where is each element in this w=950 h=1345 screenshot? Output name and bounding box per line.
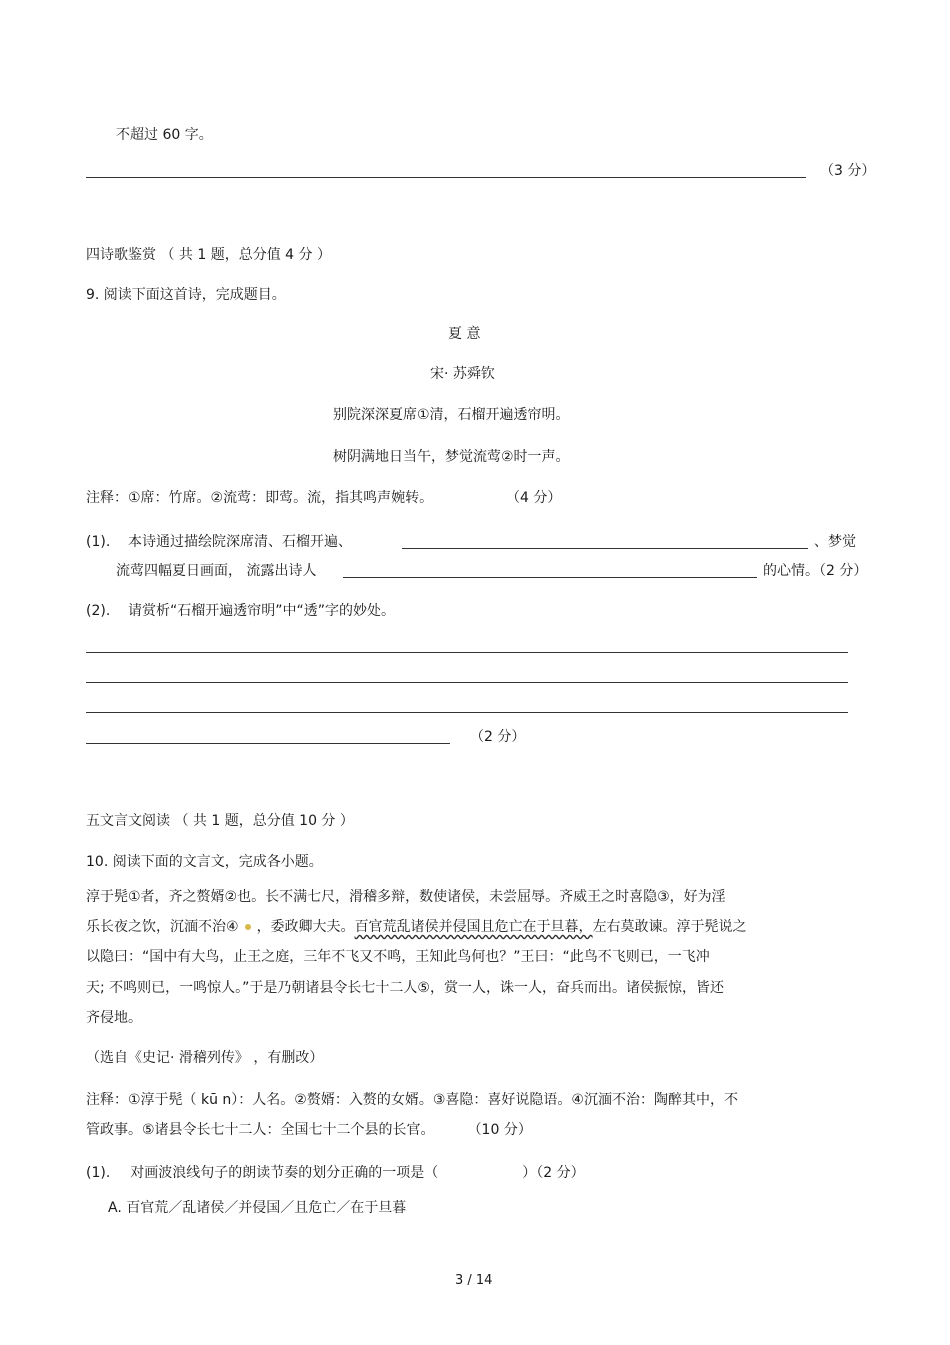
passage-line-2 bbox=[86, 918, 747, 936]
page-number: 3 / 14 bbox=[455, 1273, 493, 1288]
passage-line-2-end: 左右莫敢谏。淳于髡说之 bbox=[592, 919, 747, 935]
q9-sub2-answer-line-2[interactable] bbox=[86, 682, 848, 683]
q10-sub1-tail: ）（2 分） bbox=[522, 1165, 585, 1181]
q10-sub1-label: (1). bbox=[86, 1165, 111, 1181]
highlight-mark-icon bbox=[245, 924, 251, 930]
q10-sub1 bbox=[86, 1164, 585, 1182]
passage-line-5: 齐侵地。 bbox=[86, 1010, 142, 1026]
q10-intro: 10. 阅读下面的文言文，完成各小题。 bbox=[86, 854, 323, 870]
poem-author: 宋· 苏舜钦 bbox=[430, 366, 495, 382]
q9-intro: 9. 阅读下面这首诗，完成题目。 bbox=[86, 287, 286, 303]
q9-sub2-answer-line-3[interactable] bbox=[86, 712, 848, 713]
q9-sub2-text: 请赏析“石榴开遍透帘明”中“透”字的妙处。 bbox=[128, 603, 396, 619]
q8-score: （3 分） bbox=[820, 163, 876, 179]
passage-source: （选自《史记· 滑稽列传》 ，有删改） bbox=[86, 1050, 324, 1066]
poem-title: 夏 意 bbox=[448, 326, 481, 342]
passage-line-1: 淳于髡①者，齐之赘婿②也。长不满七尺，滑稽多辩，数使诸侯，未尝屈辱。齐威王之时喜隐③，好为淫 bbox=[86, 889, 726, 905]
q9-sub2-answer-line-4[interactable] bbox=[86, 743, 450, 744]
q9-sub2-label: (2). bbox=[86, 603, 111, 619]
q9-sub1-blank-1[interactable] bbox=[402, 548, 808, 549]
passage-line-2-mid: ，委政卿大夫。 bbox=[256, 919, 355, 935]
poem-line-1: 别院深深夏席①清，石榴开遍透帘明。 bbox=[333, 407, 570, 423]
passage-line-2-start: 乐长夜之饮，沉湎不治④ bbox=[86, 919, 239, 935]
q10-sub1-text: 对画波浪线句子的朗读节奏的划分正确的一项是（ bbox=[130, 1165, 439, 1181]
q10-notes-line-1: 注释：①淳于髡（ kū n）：人名。②赘婿：入赘的女婿。③喜隐：喜好说隐语。④沉湎不治：陶醉其中，不 bbox=[86, 1092, 738, 1108]
q9-sub2-score: （2 分） bbox=[470, 729, 526, 745]
q9-sub1-text-b: 、梦觉 bbox=[814, 534, 856, 550]
q9-notes-score: （4 分） bbox=[506, 490, 562, 506]
q8-answer-line[interactable] bbox=[86, 177, 806, 178]
q9-sub2-answer-line-1[interactable] bbox=[86, 652, 848, 653]
q10-notes-line-2 bbox=[86, 1121, 532, 1139]
q9-sub1-text-c: 流莺四幅夏日画面， 流露出诗人 bbox=[116, 563, 317, 579]
q10-notes-score: （10 分） bbox=[474, 1122, 532, 1138]
q9-sub1-text-d: 的心情。（2 分） bbox=[763, 563, 868, 579]
q9-sub1-text-a: 本诗通过描绘院深席清、石榴开遍、 bbox=[128, 534, 352, 550]
q10-notes-line-2-text: 管政事。⑤诸县令长七十二人：全国七十二个县的长官。 bbox=[86, 1122, 435, 1138]
q8-word-limit: 不超过 60 字。 bbox=[116, 127, 213, 143]
section5-heading: 五文言文阅读 （ 共 1 题，总分值 10 分 ） bbox=[86, 813, 354, 829]
section4-heading: 四诗歌鉴赏 （ 共 1 题，总分值 4 分 ） bbox=[86, 247, 331, 263]
passage-line-3: 以隐曰：“国中有大鸟，止王之庭，三年不飞又不鸣，王知此鸟何也？”王曰：“此鸟不飞则已，一飞冲 bbox=[86, 949, 710, 965]
passage-line-4: 天; 不鸣则已，一鸣惊人。”于是乃朝诸县令长七十二人⑤，赏一人，诛一人，奋兵而出。诸侯振惊，皆还 bbox=[86, 980, 724, 996]
wavy-underlined-sentence: 百官荒乱诸侯并侵国且危亡在于旦暮， bbox=[354, 919, 593, 935]
q9-sub1-blank-2[interactable] bbox=[343, 577, 757, 578]
q9-notes: 注释：①席：竹席。②流莺：即莺。流，指其鸣声婉转。 bbox=[86, 490, 434, 506]
q10-option-a[interactable]: A. 百官荒／乱诸侯／并侵国／且危亡／在于旦暮 bbox=[108, 1200, 407, 1216]
q9-sub1-label: (1). bbox=[86, 534, 111, 550]
poem-line-2: 树阴满地日当午，梦觉流莺②时一声。 bbox=[333, 449, 570, 465]
